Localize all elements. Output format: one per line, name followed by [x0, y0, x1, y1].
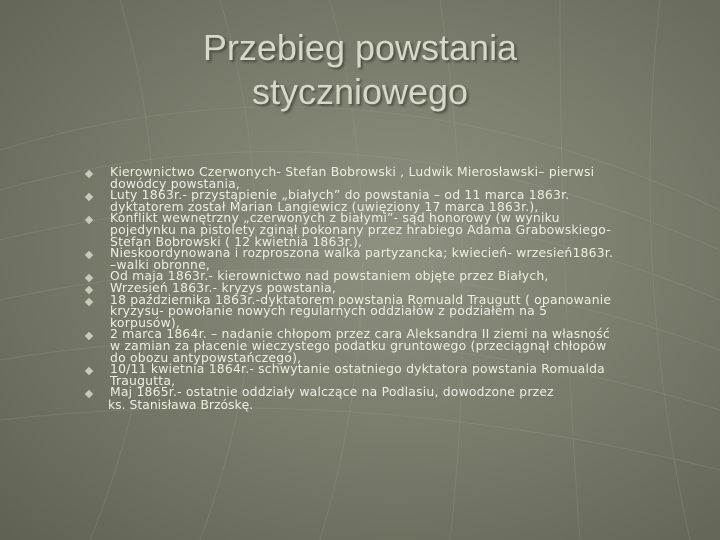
list-item-line: Maj 1865r.- ostatnie oddziały walczące na Podlasiu, dowodzone przez [110, 384, 554, 400]
list-item-line: Konflikt wewnętrzny „czerwonych z białymi”- sąd honorowy (w wyniku [110, 210, 560, 226]
bullet-list [82, 166, 682, 412]
list-item-line: Kierownictwo Czerwonych- Stefan Bobrowski , Ludwik Mierosławski– pierwsi [110, 164, 595, 179]
list-item-line: kryzysu- powołanie nowych regularnych oddziałów z podziałem na 5 [110, 303, 548, 319]
list-item-line: –walki obronne, [110, 256, 211, 272]
diamond-bullet-icon [85, 390, 93, 398]
list-item-line: 2 marca 1864r. – nadanie chłopom przez cara Aleksandra II ziemi na własność [110, 326, 610, 342]
list-item-line: do obozu antypowstańczego), [110, 349, 302, 365]
title-line-1: Przebieg powstania [202, 27, 518, 68]
list-item [82, 166, 682, 189]
list-item-line: Luty 1863r.- przystąpienie „białych” do powstania – od 11 marca 1863r. [110, 187, 570, 203]
diamond-bullet-icon [85, 297, 93, 305]
list-item-line: dyktatorem został Marian Langiewicz (uwięziony 17 marca 1863r.), [110, 198, 539, 214]
list-item [82, 291, 682, 330]
list-item-line: dowódcy powstania, [110, 175, 241, 191]
list-trailer-line: ks. Stanisława Brzóskę. [108, 396, 254, 412]
list-item-line: Wrzesień 1863r.- kryzys powstania, [110, 279, 337, 295]
diamond-bullet-icon [85, 216, 93, 224]
title-line-2: styczniowego [251, 71, 469, 112]
list-item [82, 363, 682, 386]
list-item [82, 212, 682, 247]
list-item-line: w zamian za płacenie wieczystego podatku gruntowego (przeciągnął chłopów [110, 337, 607, 353]
diamond-bullet-icon [85, 367, 93, 375]
list-item-line: Stefan Bobrowski ( 12 kwietnia 1863r.), [110, 233, 363, 249]
list-item-line: korpusów), [110, 314, 181, 330]
list-item-line: Traugutta, [110, 372, 176, 388]
list-item [82, 189, 682, 212]
diamond-bullet-icon [85, 332, 93, 340]
slide-title [0, 26, 720, 114]
list-item-line: Nieskoordynowana i rozproszona walka partyzancka; kwiecień- wrzesień1863r. [110, 245, 614, 261]
diamond-bullet-icon [85, 170, 93, 178]
list-item-line: pojedynku na pistolety zginął pokonany przez hrabiego Adama Grabowskiego- [110, 221, 611, 237]
list-item-line: 10/11 kwietnia 1864r.- schwytanie ostatniego dyktatora powstania Romualda [110, 361, 605, 377]
list-item [82, 247, 682, 270]
list-item [82, 328, 682, 363]
list-item-line: Od maja 1863r.- kierownictwo nad powstaniem objęte przez Białych, [110, 268, 549, 284]
diamond-bullet-icon [85, 251, 93, 259]
diamond-bullet-icon [85, 193, 93, 201]
list-item-line: 18 października 1863r.-dyktatorem powstania Romuald Traugutt ( opanowanie [110, 291, 612, 307]
list-item [82, 386, 682, 398]
